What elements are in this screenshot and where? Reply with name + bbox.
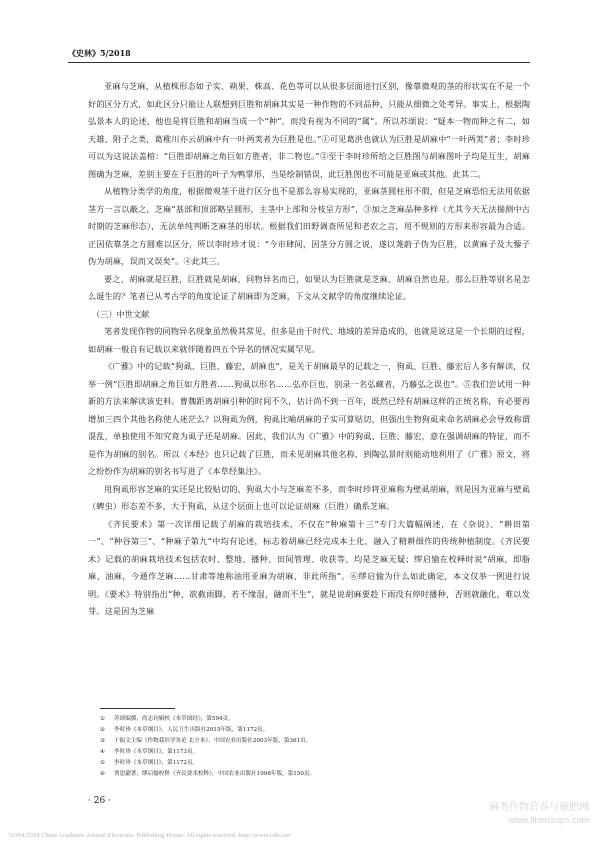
footnote	[100, 747, 520, 758]
header-rule	[68, 62, 530, 63]
footnote-rule	[100, 708, 175, 709]
footnote	[100, 758, 520, 769]
paragraph: 笔者发现作物的同物异名现象虽然极其常见，但多是由于时代、地域的差异造成的，也就是说这是一个长期的过程，如胡麻一般自有记载以来就伴随着四五个异名的情况实属罕见。	[88, 326, 530, 354]
footnote	[100, 736, 520, 747]
footnote-text: 李时珍《本草纲目》，第1172页。	[114, 760, 199, 766]
copyright-notice: ?1994-2018 China Academic Journal Electronic Publishing House. All rights reserved. http://www.cnki.net	[8, 832, 291, 839]
footnote-text: 于振文主编《作物栽培学各论 北方本》，中国农业出版社2003年版，第361页。	[114, 738, 312, 744]
watermark-url: www.fibercrops.com	[508, 815, 589, 825]
footnote-text: 李时珍《本草纲目》，第1173页。	[114, 749, 199, 755]
footnote	[100, 725, 520, 736]
footnote-number: ①	[100, 716, 106, 722]
paragraph: 从植物分类学的角度，根据微观茎干进行区分也不是那么容易实现的，亚麻茎圆柱形不假，但是芝麻恐怕无法用依据茎方一言以蔽之，芝麻“基部和顶部略呈圆形，主茎中上部和分枝呈方形”，③加之芝麻品种多样（尤其今天无法揣测中古时期的芝麻形态），无法单纯判断芝麻茎的形状。根据我们田野调查所见和老农之言，用不规则的方形来形容最为合适。正因依靠茎之方圆难以区分，所以李时珍才说：“今市肆间，因茎分方圆之说，遂以荛蔚子伪为巨胜，以黄麻子及大藜子伪为胡麻，误而又误矣”。④此其三。	[88, 186, 530, 266]
footnote-text: 贾思勰著，缪启愉校释《齐民要术校释》，中国农业出版社1998年版，第150页。	[114, 771, 316, 777]
paragraph: 《广雅》中的记载“狗虱、巨胜、藤宏，胡麻也”，是关于胡麻最早的记载之一，狗虱、巨胜、藤宏后人多有解读，仅举一例“巨胜即胡麻之角巨如方胜者……狗虱以形名……弘亦巨也，别录一名弘藏者，乃藤弘之误也”。⑤我们尝试用一种新的方法来解读该史料。曹魏距离胡麻引种的时间不久，估计尚不到一百年，既然已经有胡麻这样的正统名称，有必要再增加三四个其他名称使人迷茫么？以狗虱为例，狗虱比喻胡麻的子实可算贴切，但强出生物狗虱来命名胡麻必会导致称谓混乱，单独使用不知究竟为虱子还是胡麻。因此，我们认为《广雅》中的狗虱、巨胜、藤宏，意在强调胡麻的特征，而不是作为胡麻的别名。所以《本经》也只记载了巨胜，而未见胡麻其他名称，到陶弘景时则能动地利用了《广雅》原文，将之纷纷作为胡麻的别名书写进了《本草经集注》。	[88, 361, 530, 476]
footnote	[100, 714, 520, 725]
journal-header: 《史林》5/2018	[68, 48, 131, 58]
page-number: · 26 ·	[88, 796, 111, 806]
main-text	[88, 78, 530, 621]
footnote-number: ⑤	[100, 760, 106, 766]
paragraph: 要之，胡麻就是巨胜，巨胜就是胡麻，同物异名而已，如果认为巨胜就是芝麻、胡麻自然也是。那么巨胜等别名是怎么诞生的？笔者已从考古学的角度论证了胡麻即为芝麻，下文从文献学的角度继续论证。	[88, 273, 530, 301]
footnotes	[100, 714, 520, 780]
section-title: （三）中世文献	[92, 308, 150, 319]
footnote-number: ⑥	[100, 771, 106, 777]
paragraph: 《齐民要术》第一次详细记载了胡麻的栽培技术，不仅在“种麻第十三”专门大篇幅阐述，在《杂说》、“耕田第一”、“种谷第三”、“种麻子第九”中均有论述，标志着胡麻已经完成本土化，融入了精耕细作的传统种植制度。《齐民要术》记载的胡麻栽培技术包括农时、整地、播种、田间管理、收获等，均是芝麻无疑；缪启愉在校释时说“胡麻，即脂麻、油麻，今通作芝麻……甘肃等地称油用亚麻为胡麻，非此所指”。⑥缪启愉为什么如此确定，本文仅举一例进行说明。《要术》特别指出“种，欲截雨脚，若不缘湿，融而不生”，就是说胡麻要趁下雨没有停时播种，否则就融化，难以发芽。这是因为芝麻	[88, 518, 530, 616]
footnote-number: ④	[100, 749, 106, 755]
footnote-number: ③	[100, 738, 106, 744]
watermark-title: 麻类作物营养与施肥网	[489, 802, 589, 813]
footnote-text: 李时珍《本草纲目》，人民卫生出版社2015年版，第1172页。	[114, 727, 269, 733]
footnote	[100, 769, 520, 780]
paragraph: 亚麻与芝麻，从植株形态如子实、蒴果、株高、花色等可以从很多层面进行区别，像靠微观的茎的形状实在不是一个好的区分方式，如此区分只能让人联想到巨胜和胡麻其实是一种作物的不同品种，只能从细微之处考异。事实上，根据陶弘景本人的论述，他也是将巨胜和胡麻当成一个“种”，而没有视为不同的“属”。所以苏颂说：“疑本一物而种之有二，如天雄、附子之类，葛稚川亦云胡麻中有一叶两荚者为巨胜是也。”①可见葛洪也就认为巨胜是胡麻中“一叶两荚”者；李时珍可以为这说法盖棺：“巨胜即胡麻之角巨如方胜者，非二物也。”②至于李时珍所给之巨胜图与胡麻图叶子均是互生，胡麻图确为芝麻，差别主要在于巨胜的叶子为鸭掌形，当是绘制错误，此巨胜图也不可能是亚麻或其他。此其二。	[88, 81, 530, 179]
watermark	[489, 802, 589, 826]
paragraph: 用狗虱形容芝麻的实还是比较贴切的，狗虱大小与芝麻差不多，而李时珍将亚麻称为壁虱胡麻，则是因为亚麻与壁虱（蜱虫）形态差不多，大于狗虱，从这个层面上也可以论证胡麻（巨胜）确系芝麻。	[88, 483, 530, 511]
footnote-number: ②	[100, 727, 106, 733]
footnote-text: 苏颂编撰，尚志钧辑校《本草图经》，第594页。	[114, 716, 234, 722]
